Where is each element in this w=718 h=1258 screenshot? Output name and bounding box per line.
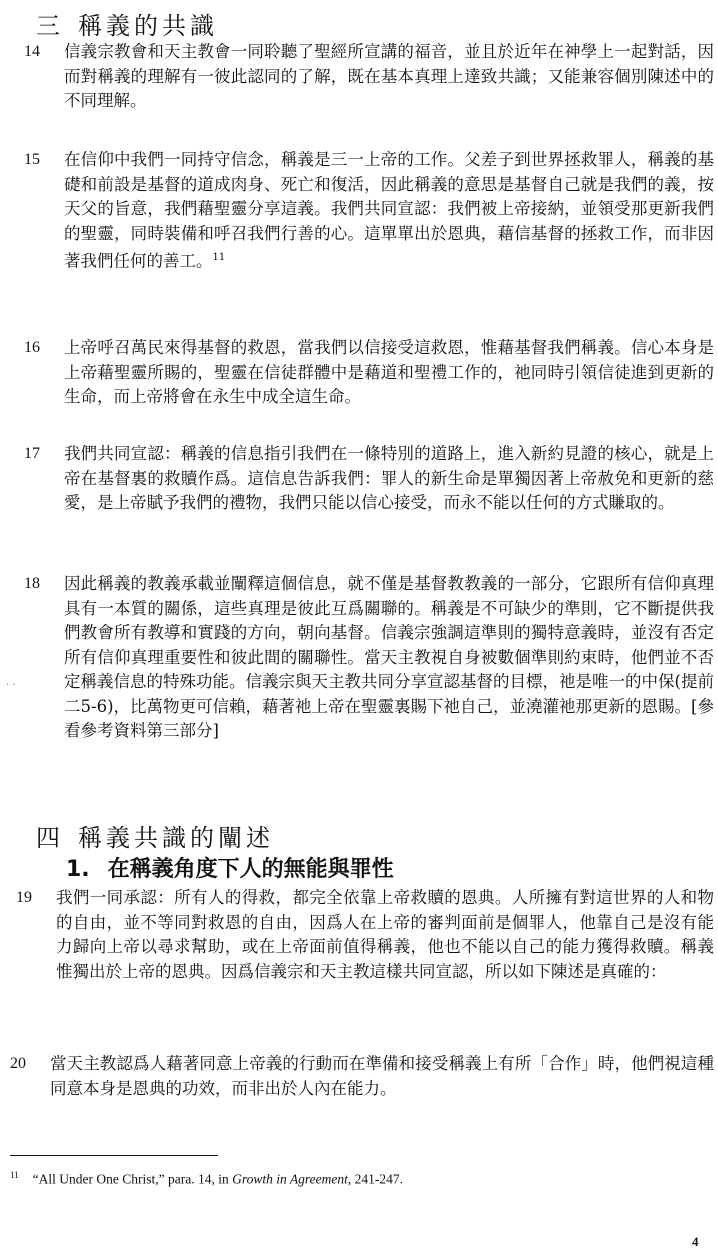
paragraph-text: 我們共同宣認：稱義的信息指引我們在一條特別的道路上，進入新約見證的核心，就是上帝在基督裏的救贖作爲。這信息告訴我們：罪人的新生命是單獨因著上帝赦免和更新的慈愛，是上帝賦予我們的禮物，我們只能以信心接受，而永不能以任何的方式賺取的。 [64,444,714,512]
footnote-divider [10,1155,218,1156]
paragraph-14 [24,40,714,114]
subsection-number: 1. [66,857,90,882]
footnote-ref: 11 [212,252,226,263]
section-number: 四 [36,824,64,852]
paragraph-text: 因此稱義的教義承載並闡釋這個信息，就不僅是基督教教義的一部分，它跟所有信仰真理具有一本質的關係，這些真理是彼此互爲關聯的。稱義是不可缺少的準則，它不斷提供我們教會所有教導和實踐的方向，朝向基督。信義宗強調這準則的獨特意義時，並沒有否定所有信仰真理重要性和彼此間的關聯性。當天主教視自身被數個準則約束時，他們並不否定稱義信息的特殊功能。信義宗與天主教共同分享宣認基督的目標，祂是唯一的中保(提前二5-6)，比萬物更可信賴，藉著祂上帝在聖靈裏賜下祂自己，並澆灌祂那更新的恩賜。[參看參考資料第三部分] [64,574,714,740]
paragraph-15 [24,148,714,274]
paragraph-number: 16 [24,339,40,356]
paragraph-17 [24,442,714,516]
subsection-title: 在稱義角度下人的無能與罪性 [107,857,394,882]
paragraph-text: 我們一同承認：所有人的得救，都完全依靠上帝救贖的恩典。人所擁有對這世界的人和物的自由，並不等同對救恩的自由，因爲人在上帝的審判面前是個罪人，他靠自己是沒有能力歸向上帝以尋求幫助，或在上帝面前值得稱義，他也不能以自己的能力獲得救贖。稱義惟獨出於上帝的恩典。因爲信義宗和天主教這樣共同宣認，所以如下陳述是真確的： [56,888,714,981]
paragraph-number: 18 [24,575,40,592]
paragraph-number: 19 [16,889,32,906]
footnote-text: “All Under One Christ,” para. 14, in [32,1171,233,1187]
section-heading-3 [36,6,218,41]
paragraph-20 [10,1052,714,1101]
paragraph-text [64,148,714,274]
paragraph-text: 信義宗教會和天主教會一同聆聽了聖經所宣講的福音，並且於近年在神學上一起對話，因而對稱義的理解有一彼此認同的了解，既在基本真理上達致共識；又能兼容個別陳述中的不同理解。 [64,42,714,110]
paragraph-18 [24,572,714,744]
paragraph-number: 14 [24,43,40,60]
footnote [10,1170,403,1188]
footnote-book-title: Growth in Agreement [232,1171,348,1187]
paragraph-19 [16,886,714,984]
section-number: 三 [36,12,64,40]
section-title: 稱義共識的闡述 [78,824,274,852]
subsection-heading-1 [66,852,394,883]
footnote-pages: , 241-247. [347,1171,403,1187]
section-heading-4 [36,818,274,853]
footnote-marker: 11 [10,1170,19,1180]
paragraph-body: 在信仰中我們一同持守信念，稱義是三一上帝的工作。父差子到世界拯救罪人，稱義的基礎和前設是基督的道成肉身、死亡和復活，因此稱義的意思是基督自己就是我們的義，按天父的旨意，我們藉聖靈分享這義。我們共同宣認：我們被上帝接納，並領受那更新我們的聖靈，同時裝備和呼召我們行善的心。這單單出於恩典，藉信基督的拯救工作，而非因著我們任何的善工。 [64,150,714,271]
paragraph-number: 15 [24,151,40,168]
scan-artifact: · · [6,680,16,691]
paragraph-16 [24,336,714,410]
section-title: 稱義的共識 [78,12,218,40]
page-number: 4 [692,1234,699,1249]
paragraph-number: 20 [10,1055,26,1072]
paragraph-text: 上帝呼召萬民來得基督的救恩，當我們以信接受這救恩，惟藉基督我們稱義。信心本身是上帝藉聖靈所賜的，聖靈在信徒群體中是藉道和聖禮工作的，祂同時引領信徒進到更新的生命，而上帝將會在永生中成全這生命。 [64,338,714,406]
paragraph-text: 當天主教認爲人藉著同意上帝義的行動而在準備和接受稱義上有所「合作」時，他們視這種同意本身是恩典的功效，而非出於人內在能力。 [50,1054,714,1098]
paragraph-number: 17 [24,445,40,462]
